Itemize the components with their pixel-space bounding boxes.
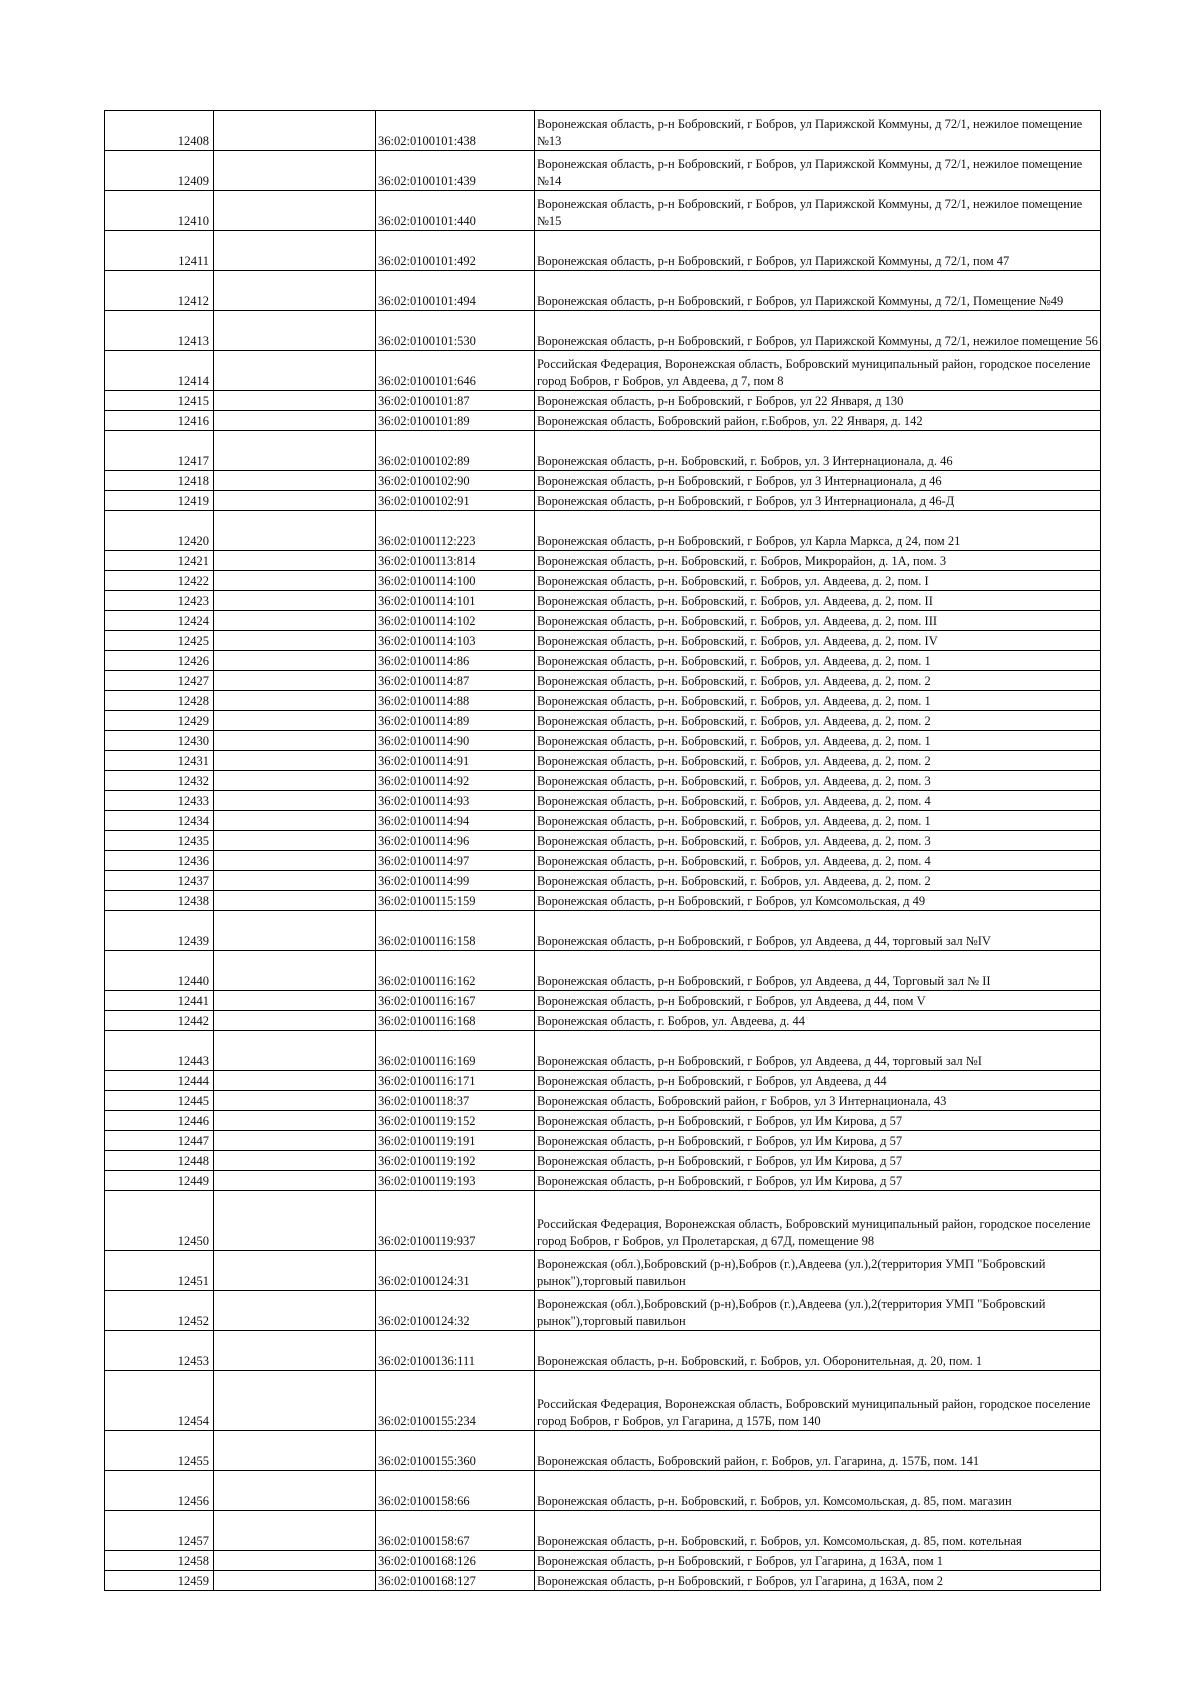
empty-cell [214, 1371, 376, 1431]
empty-cell [214, 1171, 376, 1191]
table-row [105, 351, 1101, 391]
table-row [105, 951, 1101, 991]
empty-cell [214, 871, 376, 891]
empty-cell [214, 691, 376, 711]
empty-cell [214, 111, 376, 151]
cadastral-number-cell: 36:02:0100102:90 [376, 471, 535, 491]
address-cell: Воронежская область, р-н Бобровский, г Бобров, ул Им Кирова, д 57 [535, 1111, 1101, 1131]
empty-cell [214, 731, 376, 751]
cadastral-number-cell: 36:02:0100101:87 [376, 391, 535, 411]
address-cell: Воронежская область, р-н. Бобровский, г. Бобров, ул. 3 Интернационала, д. 46 [535, 431, 1101, 471]
address-cell: Воронежская область, р-н. Бобровский, г. Бобров, ул. Авдеева, д. 2, пом. 3 [535, 831, 1101, 851]
cadastral-number-cell: 36:02:0100114:91 [376, 751, 535, 771]
address-cell: Воронежская область, р-н. Бобровский, г. Бобров, ул. Авдеева, д. 2, пом. 4 [535, 851, 1101, 871]
row-number-cell: 12420 [105, 511, 214, 551]
row-number-cell: 12418 [105, 471, 214, 491]
empty-cell [214, 771, 376, 791]
row-number-cell: 12446 [105, 1111, 214, 1131]
row-number-cell: 12421 [105, 551, 214, 571]
row-number-cell: 12429 [105, 711, 214, 731]
address-cell: Воронежская область, р-н. Бобровский, г. Бобров, ул. Авдеева, д. 2, пом. 4 [535, 791, 1101, 811]
row-number-cell: 12454 [105, 1371, 214, 1431]
table-row [105, 991, 1101, 1011]
address-cell: Воронежская область, р-н Бобровский, г Бобров, ул Им Кирова, д 57 [535, 1171, 1101, 1191]
cadastral-number-cell: 36:02:0100114:87 [376, 671, 535, 691]
address-cell: Воронежская область, р-н Бобровский, г Бобров, ул Им Кирова, д 57 [535, 1131, 1101, 1151]
cadastral-number-cell: 36:02:0100114:94 [376, 811, 535, 831]
row-number-cell: 12452 [105, 1291, 214, 1331]
table-row [105, 911, 1101, 951]
empty-cell [214, 791, 376, 811]
address-cell: Воронежская область, р-н Бобровский, г Бобров, ул Авдеева, д 44, Торговый зал № II [535, 951, 1101, 991]
cadastral-number-cell: 36:02:0100101:530 [376, 311, 535, 351]
table-row [105, 731, 1101, 751]
row-number-cell: 12414 [105, 351, 214, 391]
table-row [105, 271, 1101, 311]
row-number-cell: 12449 [105, 1171, 214, 1191]
cadastral-number-cell: 36:02:0100112:223 [376, 511, 535, 551]
row-number-cell: 12455 [105, 1431, 214, 1471]
empty-cell [214, 271, 376, 311]
table-row [105, 1091, 1101, 1111]
cadastral-number-cell: 36:02:0100101:646 [376, 351, 535, 391]
cadastral-number-cell: 36:02:0100119:937 [376, 1191, 535, 1251]
cadastral-number-cell: 36:02:0100114:99 [376, 871, 535, 891]
address-cell: Воронежская область, р-н Бобровский, г Бобров, ул Авдеева, д 44, пом V [535, 991, 1101, 1011]
table-row [105, 1151, 1101, 1171]
empty-cell [214, 231, 376, 271]
row-number-cell: 12411 [105, 231, 214, 271]
row-number-cell: 12430 [105, 731, 214, 751]
address-cell: Воронежская область, р-н. Бобровский, г. Бобров, ул. Авдеева, д. 2, пом. 2 [535, 871, 1101, 891]
address-cell: Воронежская область, Бобровский район, г Бобров, ул 3 Интернационала, 43 [535, 1091, 1101, 1111]
empty-cell [214, 351, 376, 391]
address-cell: Российская Федерация, Воронежская область, Бобровский муниципальный район, городское поселение город Бобров, г Бобров, ул Пролетарская, д 67Д, помещение 98 [535, 1191, 1101, 1251]
row-number-cell: 12408 [105, 111, 214, 151]
row-number-cell: 12444 [105, 1071, 214, 1091]
address-cell: Воронежская область, р-н. Бобровский, г. Бобров, ул. Авдеева, д. 2, пом. I [535, 571, 1101, 591]
cadastral-number-cell: 36:02:0100114:100 [376, 571, 535, 591]
table-row [105, 1291, 1101, 1331]
address-cell: Воронежская область, р-н Бобровский, г Бобров, ул Парижской Коммуны, д 72/1, нежилое помещение №13 [535, 111, 1101, 151]
cadastral-number-cell: 36:02:0100113:814 [376, 551, 535, 571]
empty-cell [214, 1431, 376, 1471]
cadastral-number-cell: 36:02:0100101:439 [376, 151, 535, 191]
address-cell: Воронежская область, Бобровский район, г.Бобров, ул. 22 Января, д. 142 [535, 411, 1101, 431]
row-number-cell: 12410 [105, 191, 214, 231]
row-number-cell: 12424 [105, 611, 214, 631]
cadastral-number-cell: 36:02:0100114:101 [376, 591, 535, 611]
cadastral-number-cell: 36:02:0100101:438 [376, 111, 535, 151]
cadastral-number-cell: 36:02:0100168:127 [376, 1571, 535, 1591]
empty-cell [214, 951, 376, 991]
table-row [105, 671, 1101, 691]
address-cell: Воронежская область, р-н Бобровский, г Бобров, ул Парижской Коммуны, д 72/1, нежилое помещение №14 [535, 151, 1101, 191]
empty-cell [214, 1071, 376, 1091]
empty-cell [214, 471, 376, 491]
table-row [105, 1371, 1101, 1431]
row-number-cell: 12413 [105, 311, 214, 351]
address-cell: Воронежская область, р-н Бобровский, г Бобров, ул Авдеева, д 44, торговый зал №I [535, 1031, 1101, 1071]
cadastral-number-cell: 36:02:0100114:88 [376, 691, 535, 711]
row-number-cell: 12453 [105, 1331, 214, 1371]
row-number-cell: 12412 [105, 271, 214, 311]
address-cell: Воронежская область, р-н Бобровский, г Бобров, ул Авдеева, д 44, торговый зал №IV [535, 911, 1101, 951]
row-number-cell: 12443 [105, 1031, 214, 1071]
empty-cell [214, 1511, 376, 1551]
address-cell: Воронежская область, р-н. Бобровский, г. Бобров, ул. Авдеева, д. 2, пом. 1 [535, 731, 1101, 751]
row-number-cell: 12450 [105, 1191, 214, 1251]
table-row [105, 831, 1101, 851]
empty-cell [214, 491, 376, 511]
empty-cell [214, 551, 376, 571]
cadastral-number-cell: 36:02:0100114:89 [376, 711, 535, 731]
table-row [105, 811, 1101, 831]
empty-cell [214, 1011, 376, 1031]
empty-cell [214, 911, 376, 951]
row-number-cell: 12437 [105, 871, 214, 891]
empty-cell [214, 571, 376, 591]
address-cell: Воронежская область, р-н. Бобровский, г. Бобров, ул. Авдеева, д. 2, пом. 2 [535, 751, 1101, 771]
address-cell: Воронежская область, р-н Бобровский, г Бобров, ул 3 Интернационала, д 46 [535, 471, 1101, 491]
table-row [105, 1251, 1101, 1291]
row-number-cell: 12459 [105, 1571, 214, 1591]
cadastral-number-cell: 36:02:0100102:89 [376, 431, 535, 471]
cadastral-number-cell: 36:02:0100116:158 [376, 911, 535, 951]
address-cell: Воронежская область, р-н. Бобровский, г. Бобров, ул. Авдеева, д. 2, пом. 2 [535, 711, 1101, 731]
table-row [105, 471, 1101, 491]
empty-cell [214, 1291, 376, 1331]
table-row [105, 1111, 1101, 1131]
cadastral-number-cell: 36:02:0100119:193 [376, 1171, 535, 1191]
address-cell: Воронежская область, р-н. Бобровский, г. Бобров, ул. Авдеева, д. 2, пом. IV [535, 631, 1101, 651]
empty-cell [214, 1131, 376, 1151]
table-row [105, 631, 1101, 651]
cadastral-number-cell: 36:02:0100136:111 [376, 1331, 535, 1371]
address-cell: Воронежская область, р-н. Бобровский, г. Бобров, ул. Комсомольская, д. 85, пом. магазин [535, 1471, 1101, 1511]
table-row [105, 1511, 1101, 1551]
registry-table-body [105, 111, 1101, 1591]
empty-cell [214, 1251, 376, 1291]
empty-cell [214, 1551, 376, 1571]
cadastral-number-cell: 36:02:0100155:234 [376, 1371, 535, 1431]
cadastral-number-cell: 36:02:0100116:167 [376, 991, 535, 1011]
address-cell: Российская Федерация, Воронежская область, Бобровский муниципальный район, городское поселение город Бобров, г Бобров, ул Авдеева, д 7, пом 8 [535, 351, 1101, 391]
address-cell: Воронежская область, р-н Бобровский, г Бобров, ул 22 Января, д 130 [535, 391, 1101, 411]
row-number-cell: 12447 [105, 1131, 214, 1151]
address-cell: Воронежская область, р-н Бобровский, г Бобров, ул Парижской Коммуны, д 72/1, нежилое помещение №15 [535, 191, 1101, 231]
empty-cell [214, 811, 376, 831]
table-row [105, 571, 1101, 591]
row-number-cell: 12456 [105, 1471, 214, 1511]
address-cell: Воронежская область, р-н. Бобровский, г. Бобров, ул. Авдеева, д. 2, пом. 1 [535, 811, 1101, 831]
empty-cell [214, 711, 376, 731]
empty-cell [214, 191, 376, 231]
row-number-cell: 12433 [105, 791, 214, 811]
table-row [105, 851, 1101, 871]
table-row [105, 491, 1101, 511]
row-number-cell: 12415 [105, 391, 214, 411]
empty-cell [214, 851, 376, 871]
row-number-cell: 12428 [105, 691, 214, 711]
table-row [105, 151, 1101, 191]
row-number-cell: 12432 [105, 771, 214, 791]
address-cell: Воронежская область, Бобровский район, г. Бобров, ул. Гагарина, д. 157Б, пом. 141 [535, 1431, 1101, 1471]
address-cell: Воронежская область, р-н Бобровский, г Бобров, ул Парижской Коммуны, д 72/1, нежилое помещение 56 [535, 311, 1101, 351]
row-number-cell: 12438 [105, 891, 214, 911]
cadastral-number-cell: 36:02:0100101:492 [376, 231, 535, 271]
row-number-cell: 12422 [105, 571, 214, 591]
cadastral-number-cell: 36:02:0100116:168 [376, 1011, 535, 1031]
cadastral-number-cell: 36:02:0100101:89 [376, 411, 535, 431]
address-cell: Воронежская область, р-н Бобровский, г Бобров, ул Парижской Коммуны, д 72/1, Помещение №49 [535, 271, 1101, 311]
empty-cell [214, 751, 376, 771]
address-cell: Воронежская область, р-н. Бобровский, г. Бобров, ул. Авдеева, д. 2, пом. 3 [535, 771, 1101, 791]
empty-cell [214, 391, 376, 411]
empty-cell [214, 1191, 376, 1251]
empty-cell [214, 591, 376, 611]
cadastral-number-cell: 36:02:0100168:126 [376, 1551, 535, 1571]
cadastral-number-cell: 36:02:0100114:93 [376, 791, 535, 811]
empty-cell [214, 831, 376, 851]
property-registry-table [104, 110, 1101, 1591]
row-number-cell: 12436 [105, 851, 214, 871]
cadastral-number-cell: 36:02:0100114:86 [376, 651, 535, 671]
address-cell: Воронежская область, р-н Бобровский, г Бобров, ул Карла Маркса, д 24, пом 21 [535, 511, 1101, 551]
empty-cell [214, 1571, 376, 1591]
table-row [105, 1331, 1101, 1371]
table-row [105, 611, 1101, 631]
cadastral-number-cell: 36:02:0100101:494 [376, 271, 535, 311]
empty-cell [214, 1151, 376, 1171]
row-number-cell: 12434 [105, 811, 214, 831]
table-row [105, 1471, 1101, 1511]
cadastral-number-cell: 36:02:0100114:92 [376, 771, 535, 791]
cadastral-number-cell: 36:02:0100119:191 [376, 1131, 535, 1151]
row-number-cell: 12458 [105, 1551, 214, 1571]
cadastral-number-cell: 36:02:0100115:159 [376, 891, 535, 911]
cadastral-number-cell: 36:02:0100158:66 [376, 1471, 535, 1511]
cadastral-number-cell: 36:02:0100114:96 [376, 831, 535, 851]
empty-cell [214, 311, 376, 351]
document-page [104, 110, 1100, 1591]
cadastral-number-cell: 36:02:0100102:91 [376, 491, 535, 511]
table-row [105, 711, 1101, 731]
cadastral-number-cell: 36:02:0100119:152 [376, 1111, 535, 1131]
table-row [105, 191, 1101, 231]
address-cell: Воронежская (обл.),Бобровский (р-н),Бобров (г.),Авдеева (ул.),2(территория УМП "Бобровский рынок"),торговый павильон [535, 1291, 1101, 1331]
row-number-cell: 12440 [105, 951, 214, 991]
empty-cell [214, 1091, 376, 1111]
table-row [105, 891, 1101, 911]
table-row [105, 1071, 1101, 1091]
empty-cell [214, 991, 376, 1011]
empty-cell [214, 671, 376, 691]
row-number-cell: 12445 [105, 1091, 214, 1111]
table-row [105, 1431, 1101, 1471]
table-row [105, 591, 1101, 611]
address-cell: Воронежская область, р-н. Бобровский, г. Бобров, ул. Авдеева, д. 2, пом. III [535, 611, 1101, 631]
row-number-cell: 12435 [105, 831, 214, 851]
row-number-cell: 12431 [105, 751, 214, 771]
table-row [105, 651, 1101, 671]
empty-cell [214, 511, 376, 551]
address-cell: Воронежская область, р-н Бобровский, г Бобров, ул Комсомольская, д 49 [535, 891, 1101, 911]
row-number-cell: 12416 [105, 411, 214, 431]
cadastral-number-cell: 36:02:0100124:31 [376, 1251, 535, 1291]
cadastral-number-cell: 36:02:0100118:37 [376, 1091, 535, 1111]
cadastral-number-cell: 36:02:0100114:102 [376, 611, 535, 631]
row-number-cell: 12439 [105, 911, 214, 951]
address-cell: Российская Федерация, Воронежская область, Бобровский муниципальный район, городское поселение город Бобров, г Бобров, ул Гагарина, д 157Б, пом 140 [535, 1371, 1101, 1431]
table-row [105, 1551, 1101, 1571]
table-row [105, 771, 1101, 791]
empty-cell [214, 411, 376, 431]
empty-cell [214, 1331, 376, 1371]
cadastral-number-cell: 36:02:0100158:67 [376, 1511, 535, 1551]
address-cell: Воронежская область, г. Бобров, ул. Авдеева, д. 44 [535, 1011, 1101, 1031]
table-row [105, 511, 1101, 551]
cadastral-number-cell: 36:02:0100116:169 [376, 1031, 535, 1071]
address-cell: Воронежская область, р-н Бобровский, г Бобров, ул Гагарина, д 163А, пом 2 [535, 1571, 1101, 1591]
address-cell: Воронежская (обл.),Бобровский (р-н),Бобров (г.),Авдеева (ул.),2(территория УМП "Бобровский рынок"),торговый павильон [535, 1251, 1101, 1291]
table-row [105, 691, 1101, 711]
empty-cell [214, 611, 376, 631]
row-number-cell: 12448 [105, 1151, 214, 1171]
row-number-cell: 12441 [105, 991, 214, 1011]
address-cell: Воронежская область, р-н. Бобровский, г. Бобров, ул. Авдеева, д. 2, пом. II [535, 591, 1101, 611]
empty-cell [214, 1471, 376, 1511]
empty-cell [214, 651, 376, 671]
table-row [105, 311, 1101, 351]
table-row [105, 551, 1101, 571]
empty-cell [214, 891, 376, 911]
row-number-cell: 12409 [105, 151, 214, 191]
row-number-cell: 12419 [105, 491, 214, 511]
address-cell: Воронежская область, р-н. Бобровский, г. Бобров, ул. Авдеева, д. 2, пом. 1 [535, 691, 1101, 711]
table-row [105, 1571, 1101, 1591]
empty-cell [214, 431, 376, 471]
row-number-cell: 12423 [105, 591, 214, 611]
table-row [105, 231, 1101, 271]
row-number-cell: 12426 [105, 651, 214, 671]
empty-cell [214, 1031, 376, 1071]
address-cell: Воронежская область, р-н. Бобровский, г. Бобров, ул. Оборонительная, д. 20, пом. 1 [535, 1331, 1101, 1371]
table-row [105, 751, 1101, 771]
empty-cell [214, 1111, 376, 1131]
table-row [105, 1011, 1101, 1031]
table-row [105, 1171, 1101, 1191]
address-cell: Воронежская область, р-н. Бобровский, г. Бобров, ул. Авдеева, д. 2, пом. 2 [535, 671, 1101, 691]
table-row [105, 1131, 1101, 1151]
address-cell: Воронежская область, р-н Бобровский, г Бобров, ул 3 Интернационала, д 46-Д [535, 491, 1101, 511]
table-row [105, 1191, 1101, 1251]
table-row [105, 431, 1101, 471]
cadastral-number-cell: 36:02:0100114:90 [376, 731, 535, 751]
empty-cell [214, 631, 376, 651]
row-number-cell: 12427 [105, 671, 214, 691]
cadastral-number-cell: 36:02:0100101:440 [376, 191, 535, 231]
table-row [105, 111, 1101, 151]
cadastral-number-cell: 36:02:0100119:192 [376, 1151, 535, 1171]
address-cell: Воронежская область, р-н Бобровский, г Бобров, ул Авдеева, д 44 [535, 1071, 1101, 1091]
row-number-cell: 12417 [105, 431, 214, 471]
address-cell: Воронежская область, р-н. Бобровский, г. Бобров, ул. Комсомольская, д. 85, пом. котельная [535, 1511, 1101, 1551]
cadastral-number-cell: 36:02:0100114:97 [376, 851, 535, 871]
row-number-cell: 12451 [105, 1251, 214, 1291]
address-cell: Воронежская область, р-н Бобровский, г Бобров, ул Гагарина, д 163А, пом 1 [535, 1551, 1101, 1571]
row-number-cell: 12442 [105, 1011, 214, 1031]
address-cell: Воронежская область, р-н Бобровский, г Бобров, ул Парижской Коммуны, д 72/1, пом 47 [535, 231, 1101, 271]
table-row [105, 391, 1101, 411]
table-row [105, 871, 1101, 891]
address-cell: Воронежская область, р-н Бобровский, г Бобров, ул Им Кирова, д 57 [535, 1151, 1101, 1171]
row-number-cell: 12457 [105, 1511, 214, 1551]
cadastral-number-cell: 36:02:0100124:32 [376, 1291, 535, 1331]
cadastral-number-cell: 36:02:0100116:162 [376, 951, 535, 991]
cadastral-number-cell: 36:02:0100116:171 [376, 1071, 535, 1091]
table-row [105, 1031, 1101, 1071]
address-cell: Воронежская область, р-н. Бобровский, г. Бобров, Микрорайон, д. 1А, пом. 3 [535, 551, 1101, 571]
table-row [105, 791, 1101, 811]
row-number-cell: 12425 [105, 631, 214, 651]
empty-cell [214, 151, 376, 191]
cadastral-number-cell: 36:02:0100114:103 [376, 631, 535, 651]
cadastral-number-cell: 36:02:0100155:360 [376, 1431, 535, 1471]
address-cell: Воронежская область, р-н. Бобровский, г. Бобров, ул. Авдеева, д. 2, пом. 1 [535, 651, 1101, 671]
table-row [105, 411, 1101, 431]
